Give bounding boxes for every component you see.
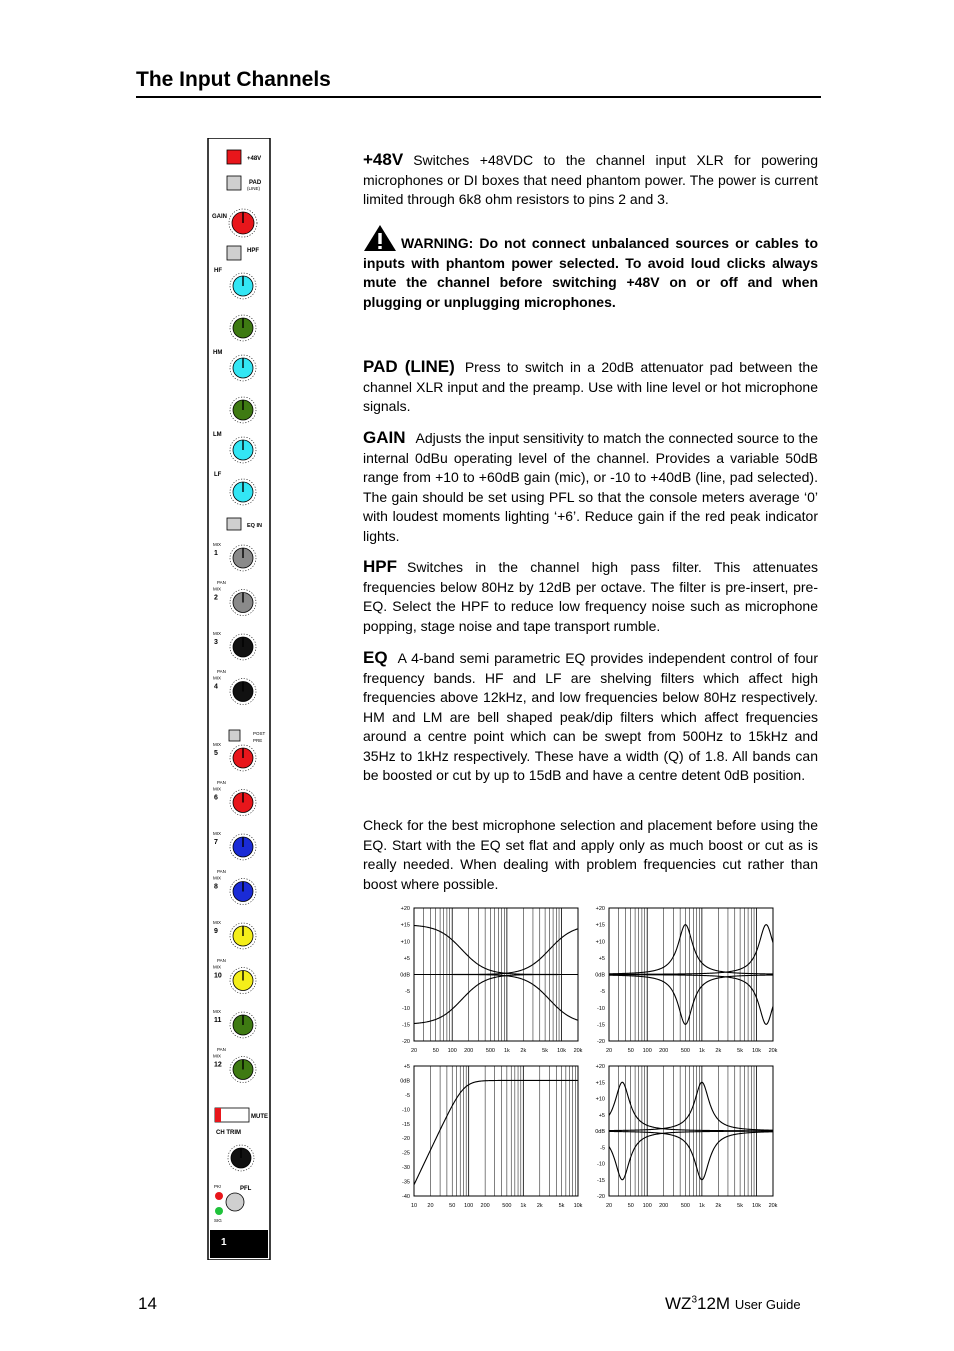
x-tick-label: 200: [480, 1203, 490, 1209]
bell-curve-3: [609, 975, 773, 1025]
send-number-5: 5: [214, 750, 218, 757]
y-tick-label: -20: [597, 1194, 605, 1200]
gain-label: GAIN: [212, 214, 227, 220]
mix-label-4: MIX: [213, 675, 222, 681]
lf-cut-curve: [414, 975, 578, 1024]
bell-curve-0: [609, 1082, 773, 1131]
y-tick-label: +5: [403, 1064, 410, 1070]
product-base: WZ: [665, 1294, 692, 1313]
pad-heading: PAD (LINE): [363, 357, 455, 376]
y-tick-label: -5: [600, 989, 605, 996]
pfl-button: [226, 1193, 244, 1211]
warning-icon: [363, 224, 397, 252]
signal-led: [215, 1207, 223, 1215]
sig-label: SIG: [214, 1218, 222, 1223]
x-tick-label: 20k: [768, 1048, 778, 1054]
product-sup: 3: [691, 1294, 697, 1306]
x-tick-label: 1k: [503, 1048, 510, 1054]
mix-label-8: MIX: [213, 875, 222, 881]
phantom-section: [363, 150, 818, 210]
phantom-heading: +48V: [363, 150, 404, 169]
y-tick-label: +5: [598, 955, 605, 962]
phantom-switch: [227, 150, 241, 164]
x-tick-label: 5k: [542, 1048, 548, 1054]
page-number: 14: [138, 1294, 157, 1313]
send-number-4: 4: [214, 683, 218, 691]
x-tick-label: 2k: [715, 1048, 722, 1054]
x-tick-label: 20: [410, 1048, 418, 1054]
y-tick-label: -25: [402, 1150, 410, 1157]
page-title: The Input Channels: [136, 68, 331, 91]
plot-frame: [414, 1066, 578, 1196]
pk-label: PK!: [214, 1184, 222, 1189]
y-tick-label: +20: [595, 1064, 605, 1070]
x-tick-label: 500: [485, 1048, 496, 1054]
guide-label: User Guide: [734, 1297, 801, 1312]
x-tick-label: 500: [680, 1203, 691, 1209]
x-tick-label: 2k: [520, 1048, 527, 1054]
hf-label: HF: [214, 268, 222, 274]
send-number-12: 12: [214, 1061, 222, 1069]
y-tick-label: -10: [402, 1107, 410, 1114]
bell-curve-1: [609, 1131, 773, 1180]
x-tick-label: 20k: [768, 1203, 778, 1209]
mix-label-10: MIX: [213, 964, 222, 970]
title-rule: [136, 96, 821, 98]
mix-label-6: MIX: [213, 786, 222, 792]
send-number-6: 6: [214, 794, 218, 802]
hpf-switch: [227, 246, 241, 260]
hm-label: HM: [213, 350, 223, 356]
x-tick-label: 5k: [737, 1048, 743, 1054]
y-tick-label: -10: [402, 1005, 410, 1012]
x-tick-label: 100: [447, 1048, 457, 1054]
y-tick-label: -10: [597, 1005, 605, 1012]
y-tick-label: -20: [402, 1039, 410, 1045]
warning-body: WARNING: Do not connect unbalanced sources or cables to inputs with phantom power selected. To avoid loud clicks always mute the channel before switching +48V on or off and when plugging or unplugging microphones.: [363, 235, 818, 310]
gain-heading: GAIN: [363, 428, 406, 447]
pan-label-5: PAN: [217, 780, 226, 785]
x-tick-label: 50: [449, 1203, 456, 1209]
x-tick-label: 5k: [737, 1203, 743, 1209]
y-tick-label: +10: [595, 1096, 605, 1103]
y-tick-label: +20: [400, 906, 410, 912]
pan-label-3: PAN: [217, 669, 226, 674]
advice-body: Check for the best microphone selection and placement before using the EQ. Start with the EQ set flat and apply only as much boost or cut as is really needed. When dealing with problem frequencies cut rather than boost where possible.: [363, 817, 818, 892]
pad-sub-label: (LINE): [247, 186, 261, 191]
eq-heading: EQ: [363, 648, 388, 667]
send-number-3: 3: [214, 639, 218, 646]
y-tick-label: 0dB: [400, 972, 410, 979]
send-number-11: 11: [214, 1017, 222, 1024]
eq-in-switch: [227, 518, 241, 530]
hpf-body: Switches in the channel high pass filter. This attenuates frequencies below 80Hz by 12dB per octave. The filter is pre-insert, pre-EQ. Select the HPF to reduce low frequency noise such as microphone popping, stage noise and tape transport rumble.: [363, 559, 818, 634]
send-number-8: 8: [214, 883, 218, 891]
hpf-graph: [390, 1058, 590, 1210]
x-tick-label: 10k: [573, 1203, 583, 1209]
pad-body: Press to switch in a 20dB attenuator pad between the channel XLR input and the preamp. Use with line level or hot microphone signals.: [363, 359, 818, 414]
pad-label: PAD: [249, 180, 262, 186]
lm-eq-graph: [585, 1058, 785, 1210]
pan-label-7: PAN: [217, 869, 226, 874]
x-tick-label: 10: [410, 1203, 418, 1209]
y-tick-label: +5: [598, 1112, 605, 1119]
x-tick-label: 100: [464, 1203, 474, 1209]
y-tick-label: -10: [597, 1161, 605, 1168]
lf-boost-curve: [414, 926, 578, 975]
y-tick-label: -30: [402, 1165, 410, 1172]
hf-boost-curve: [414, 929, 578, 975]
y-tick-label: -15: [402, 1121, 410, 1128]
send-number-2: 2: [214, 594, 218, 602]
x-tick-label: 10k: [752, 1203, 761, 1209]
post-pre-switch: [229, 730, 240, 741]
mix-label-7: MIX: [213, 831, 222, 836]
eq-in-label: EQ IN: [247, 523, 262, 529]
y-tick-label: -5: [405, 989, 410, 996]
product-name: [665, 1294, 801, 1314]
send-number-1: 1: [214, 550, 218, 557]
x-tick-label: 50: [627, 1203, 634, 1209]
bell-curve-2: [609, 925, 773, 975]
x-tick-label: 2k: [715, 1203, 722, 1209]
channel-number-block: [210, 1230, 268, 1258]
y-tick-label: -20: [597, 1039, 605, 1045]
y-tick-label: 0dB: [595, 1129, 605, 1135]
x-tick-label: 500: [502, 1203, 512, 1209]
y-tick-label: -35: [402, 1179, 410, 1186]
y-tick-label: +15: [595, 1080, 605, 1087]
send-number-7: 7: [214, 839, 218, 846]
bell-curve-0: [609, 925, 773, 974]
x-tick-label: 200: [464, 1048, 474, 1054]
lf-label: LF: [214, 472, 222, 478]
x-tick-label: 20k: [573, 1048, 583, 1054]
hpf-section: [363, 557, 818, 636]
mix-label-11: MIX: [213, 1009, 222, 1014]
y-tick-label: +20: [595, 906, 605, 912]
x-tick-label: 20: [605, 1048, 613, 1054]
x-tick-label: 10k: [557, 1048, 566, 1054]
x-tick-label: 1k: [520, 1203, 527, 1209]
pan-label-1: PAN: [217, 580, 226, 585]
pad-switch: [227, 176, 241, 190]
x-tick-label: 200: [659, 1203, 669, 1209]
y-tick-label: 0dB: [595, 972, 605, 979]
y-tick-label: +5: [403, 955, 410, 962]
peak-led: [215, 1192, 223, 1200]
mix-label-5: MIX: [213, 742, 222, 747]
channel-number: 1: [221, 1237, 227, 1248]
y-tick-label: -20: [402, 1136, 410, 1143]
send-number-10: 10: [214, 972, 222, 980]
y-tick-label: +15: [400, 922, 410, 929]
hf-cut-curve: [414, 975, 578, 1021]
mix-label-2: MIX: [213, 586, 222, 592]
y-tick-label: -5: [600, 1145, 605, 1152]
pan-label-11: PAN: [217, 1047, 226, 1052]
x-tick-label: 5k: [558, 1203, 565, 1209]
hpf-curve: [414, 1080, 578, 1184]
bell-curve-2: [609, 1082, 773, 1130]
pre-label: PRE: [253, 738, 263, 743]
pfl-label: PFL: [240, 1186, 252, 1192]
x-tick-label: 200: [659, 1048, 669, 1054]
bell-curve-1: [609, 975, 773, 1024]
hpf-heading: HPF: [363, 557, 397, 576]
mix-label-12: MIX: [213, 1053, 222, 1059]
post-label: POST: [253, 731, 266, 736]
y-tick-label: +15: [595, 922, 605, 929]
pan-label-9: PAN: [217, 958, 226, 963]
hpf-label: HPF: [247, 248, 259, 254]
x-tick-label: 20: [427, 1203, 434, 1209]
trim-label: CH TRIM: [216, 1130, 241, 1136]
product-suffix: 12M: [697, 1294, 731, 1313]
hm-eq-graph: [585, 900, 785, 1055]
advice-section: [363, 816, 818, 894]
channel-strip: [205, 138, 273, 1260]
x-tick-label: 1k: [698, 1048, 705, 1054]
x-tick-label: 10k: [752, 1048, 761, 1054]
warning-section: [363, 224, 818, 312]
mix-label-1: MIX: [213, 542, 222, 547]
x-tick-label: 100: [642, 1048, 652, 1054]
x-tick-label: 20: [605, 1203, 613, 1209]
lm-label: LM: [213, 432, 222, 438]
y-tick-label: -5: [405, 1092, 410, 1099]
x-tick-label: 1k: [698, 1203, 705, 1209]
x-tick-label: 100: [642, 1203, 652, 1209]
phantom-body: Switches +48VDC to the channel input XLR for powering microphones or DI boxes that need phantom power. The power is current limited through 6k8 ohm resistors to pins 2 and 3.: [363, 152, 818, 207]
x-tick-label: 2k: [536, 1203, 543, 1209]
x-tick-label: 50: [627, 1048, 634, 1054]
shelving-eq-graph: [390, 900, 590, 1055]
y-tick-label: +10: [400, 939, 410, 946]
y-tick-label: 0dB: [400, 1078, 410, 1085]
y-tick-label: -15: [402, 1022, 410, 1029]
mute-label: MUTE: [251, 1114, 268, 1120]
x-tick-label: 50: [432, 1048, 439, 1054]
x-tick-label: 500: [680, 1048, 691, 1054]
gain-body: Adjusts the input sensitivity to match the connected source to the internal 0dBu operating level of the channel. Provides a variable 50dB range from +10 to +60dB gain (mic), or -10 to +40dB (line, pad selected). The gain should be set using PFL so that the console meters average ‘0’ with loudest moments lighting ‘+6’. Reduce gain if the red peak indicator lights.: [363, 430, 818, 544]
y-tick-label: -15: [597, 1022, 605, 1029]
mix-label-3: MIX: [213, 631, 222, 636]
eq-body: A 4-band semi parametric EQ provides independent control of four frequency bands. HF and LF are shelving filters which affect high frequencies above 12kHz, and low frequencies below 80Hz respectively. HM and LM are bell shaped peak/dip filters which affect frequencies around a centre point which can be swept from 500Hz to 15kHz and 35Hz to 1kHz respectively. These have a width (Q) of 1.8. All bands can be boosted or cut by up to 15dB and have a centre detent 0dB position.: [363, 650, 818, 783]
mute-led: [215, 1108, 221, 1122]
y-tick-label: -40: [402, 1194, 410, 1200]
eq-section: [363, 648, 818, 786]
y-tick-label: +10: [595, 939, 605, 946]
mix-label-9: MIX: [213, 920, 222, 925]
bell-curve-3: [609, 1131, 773, 1179]
gain-section: [363, 428, 818, 546]
pad-section: [363, 357, 818, 417]
y-tick-label: -15: [597, 1177, 605, 1184]
send-number-9: 9: [214, 928, 218, 935]
phantom-label: +48V: [247, 156, 262, 162]
